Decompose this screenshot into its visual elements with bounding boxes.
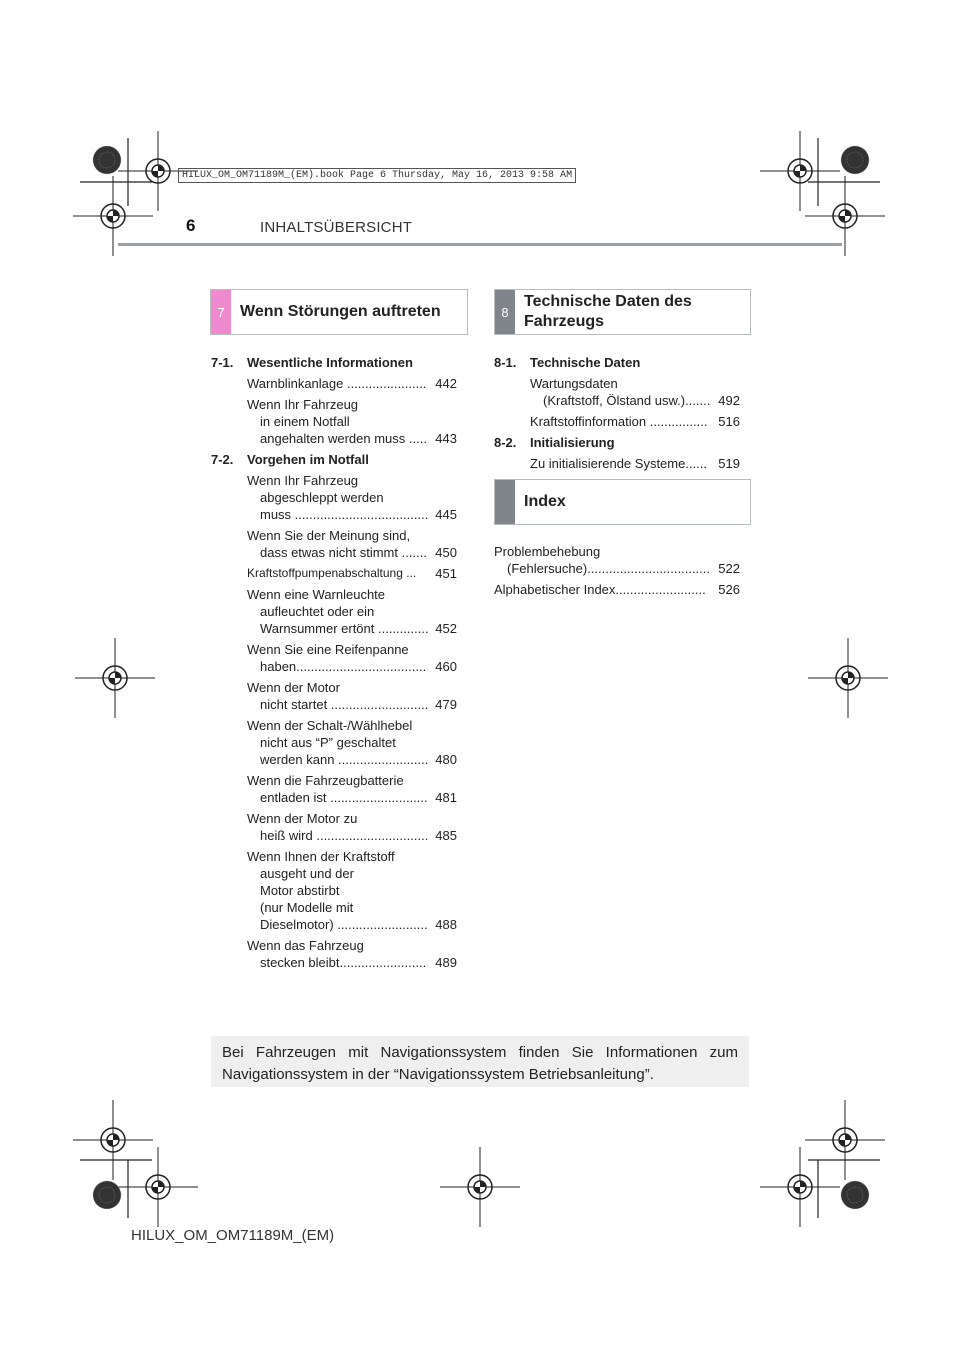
- toc-entry[interactable]: [247, 527, 457, 561]
- toc-entry[interactable]: [494, 543, 740, 577]
- toc-entry-text: Wenn das Fahrzeug: [247, 938, 364, 953]
- subsection-number: 8-1.: [494, 355, 517, 370]
- toc-entry[interactable]: [247, 396, 457, 447]
- toc-entry-text: Wartungsdaten: [530, 376, 618, 391]
- toc-entry-text: muss .....................................: [260, 507, 429, 522]
- toc-right-column: [494, 354, 740, 476]
- toc-entry-text: Alphabetischer Index.........................: [494, 582, 706, 597]
- toc-entry[interactable]: [247, 937, 457, 971]
- toc-page-number: 443: [435, 431, 457, 446]
- toc-page-number: 485: [435, 828, 457, 843]
- toc-entry[interactable]: [530, 375, 740, 409]
- toc-entry[interactable]: [247, 772, 457, 806]
- toc-page-number: 460: [435, 659, 457, 674]
- toc-page-number: 452: [435, 621, 457, 636]
- toc-entry[interactable]: [494, 581, 740, 598]
- toc-entry-text: Wenn die Fahrzeugbatterie: [247, 773, 404, 788]
- toc-entry-text: dass etwas nicht stimmt .......: [260, 545, 427, 560]
- toc-entry-text: Wenn Ihr Fahrzeug: [247, 473, 359, 488]
- toc-entry-text: Wenn Sie der Meinung sind,: [247, 528, 411, 543]
- toc-page-number: 479: [435, 697, 457, 712]
- subsection-number: 7-2.: [211, 452, 234, 467]
- toc-page-number: 451: [435, 566, 457, 581]
- section-8-header[interactable]: [494, 289, 751, 335]
- print-info-stamp: HILUX_OM_OM71189M_(EM).book Page 6 Thursday, May 16, 2013 9:58 AM: [178, 168, 576, 183]
- toc-index-list: [494, 543, 740, 602]
- toc-entry[interactable]: [247, 375, 457, 392]
- toc-entry[interactable]: [530, 455, 740, 472]
- subsection-title: Vorgehen im Notfall: [247, 452, 369, 467]
- toc-entry[interactable]: [247, 641, 457, 675]
- toc-entry[interactable]: [247, 565, 457, 582]
- toc-entry-text: Problembehebung: [494, 544, 601, 559]
- toc-page-number: 522: [718, 561, 740, 576]
- toc-entry-text: Wenn Sie eine Reifenpanne: [247, 642, 409, 657]
- toc-entry-text: Wenn der Motor: [247, 680, 340, 695]
- toc-page-number: 526: [718, 582, 740, 597]
- toc-page-number: 492: [718, 393, 740, 408]
- document-code-footer: HILUX_OM_OM71189M_(EM): [131, 1227, 335, 1244]
- toc-entry-text: Warnblinkanlage ......................: [247, 376, 427, 391]
- page-number: 6: [186, 216, 196, 235]
- toc-entry[interactable]: [247, 586, 457, 637]
- toc-subsection-heading: [211, 354, 457, 371]
- toc-entry-text: Zu initialisierende Systeme......: [530, 456, 708, 471]
- toc-entry-text: werden kann .........................: [260, 752, 429, 767]
- toc-entry-text: Wenn der Schalt-/Wählhebel: [247, 718, 413, 733]
- index-title: Index: [524, 493, 566, 510]
- index-tab: [495, 480, 515, 524]
- section-7-tab: [211, 290, 231, 334]
- toc-entry-text: in einem Notfall: [260, 414, 350, 429]
- toc-entry-text: Wenn der Motor zu: [247, 811, 358, 826]
- toc-entry-text: (nur Modelle mit: [260, 900, 354, 915]
- subsection-title: Technische Daten: [530, 355, 641, 370]
- toc-entry-text: Wenn Ihr Fahrzeug: [247, 397, 359, 412]
- toc-page-number: 450: [435, 545, 457, 560]
- toc-page-number: 480: [435, 752, 457, 767]
- toc-entry[interactable]: [530, 413, 740, 430]
- toc-entry[interactable]: [247, 810, 457, 844]
- toc-entry-text: Kraftstoffinformation ................: [530, 414, 708, 429]
- toc-entry-text: entladen ist ...........................: [260, 790, 428, 805]
- toc-entry-text: ausgeht und der: [260, 866, 354, 881]
- section-7-title: Wenn Störungen auftreten: [240, 303, 441, 320]
- subsection-number: 7-1.: [211, 355, 234, 370]
- toc-entry-text: (Fehlersuche)..................................: [507, 561, 710, 576]
- toc-subsection-heading: [211, 451, 457, 468]
- toc-entry-text: haben....................................: [260, 659, 427, 674]
- toc-entry[interactable]: [247, 679, 457, 713]
- toc-page-number: 488: [435, 917, 457, 932]
- section-8-title-line1: Technische Daten des: [524, 293, 692, 310]
- section-8-tab: [495, 290, 515, 334]
- toc-subsection-heading: [494, 434, 740, 451]
- toc-page-number: 516: [718, 414, 740, 429]
- page-title: INHALTSÜBERSICHT: [260, 219, 413, 236]
- toc-entry[interactable]: [247, 848, 457, 933]
- toc-entry-text: aufleuchtet oder ein: [260, 604, 375, 619]
- toc-entry-text: Motor abstirbt: [260, 883, 340, 898]
- toc-entry-text: nicht startet ...........................: [260, 697, 429, 712]
- toc-entry-text: nicht aus “P” geschaltet: [260, 735, 396, 750]
- toc-entry-text: heiß wird ...............................: [260, 828, 429, 843]
- subsection-title: Initialisierung: [530, 435, 615, 450]
- navigation-note: Bei Fahrzeugen mit Navigationssystem finden Sie Informationen zum Navigationssystem in der “Navigationssystem Betriebsanleitung”.: [211, 1036, 749, 1087]
- index-section-header[interactable]: [494, 479, 751, 525]
- toc-page-number: 489: [435, 955, 457, 970]
- toc-entry-text: Wenn Ihnen der Kraftstoff: [247, 849, 395, 864]
- subsection-title: Wesentliche Informationen: [247, 355, 413, 370]
- toc-entry-text: angehalten werden muss .....: [260, 431, 427, 446]
- toc-page-number: 519: [718, 456, 740, 471]
- toc-entry-text: Wenn eine Warnleuchte: [247, 587, 386, 602]
- toc-subsection-heading: [494, 354, 740, 371]
- toc-entry[interactable]: [247, 717, 457, 768]
- toc-page-number: 481: [435, 790, 457, 805]
- toc-entry-text: Warnsummer ertönt ..............: [260, 621, 429, 636]
- subsection-number: 8-2.: [494, 435, 517, 450]
- toc-page-number: 442: [435, 376, 457, 391]
- toc-left-column: [211, 354, 457, 975]
- section-8-title-line2: Fahrzeugs: [524, 313, 605, 330]
- toc-entry-text: Dieselmotor) .........................: [260, 917, 428, 932]
- toc-entry-text: Kraftstoffpumpenabschaltung ...: [247, 566, 417, 580]
- section-7-number: 7: [217, 304, 225, 320]
- section-8-title: [515, 292, 692, 332]
- toc-entry-text: abgeschleppt werden: [260, 490, 384, 505]
- section-7-header[interactable]: [210, 289, 468, 335]
- header-rule: [118, 243, 842, 246]
- toc-entry-text: (Kraftstoff, Ölstand usw.).......: [543, 393, 711, 408]
- toc-page-number: 445: [435, 507, 457, 522]
- toc-entry-text: stecken bleibt........................: [260, 955, 427, 970]
- section-8-number: 8: [501, 304, 509, 320]
- toc-entry[interactable]: [247, 472, 457, 523]
